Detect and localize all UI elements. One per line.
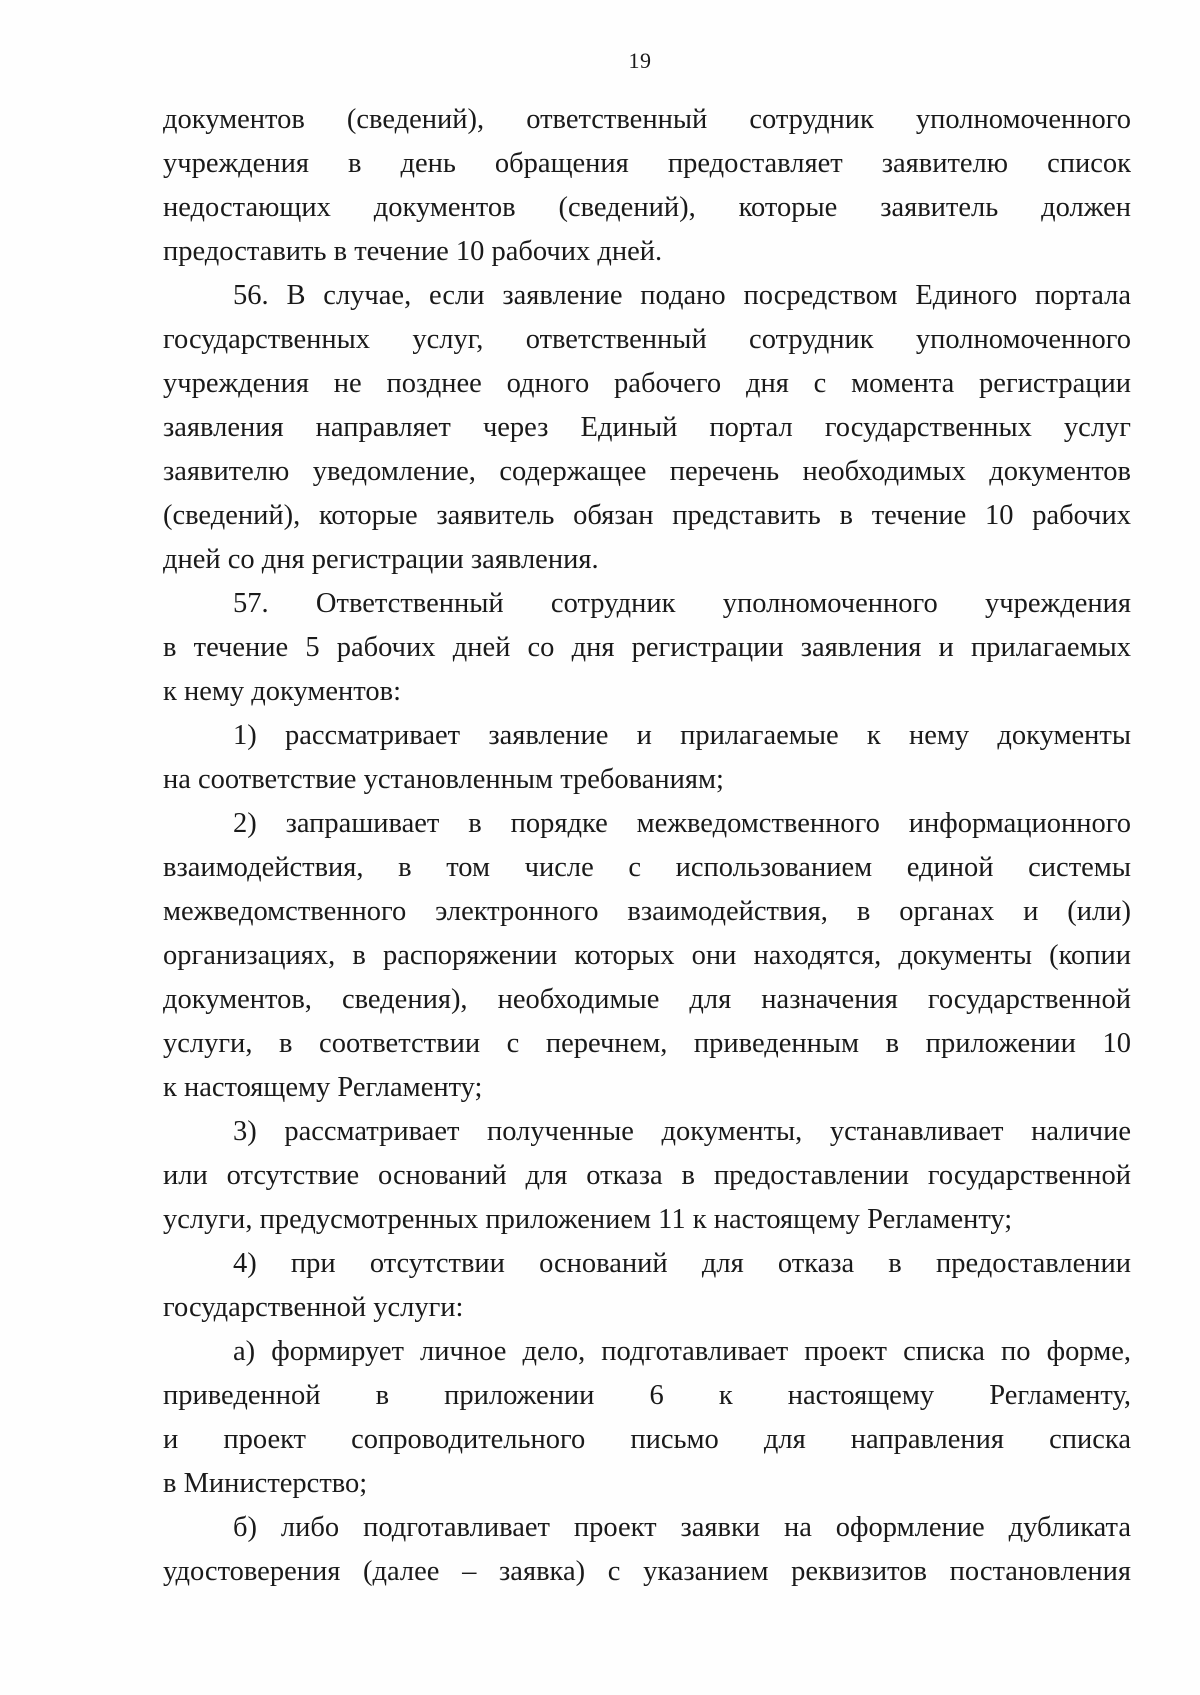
text-line: услуги, предусмотренных приложением 11 к настоящему Регламенту;	[163, 1204, 1013, 1235]
text-line: взаимодействия, в том числе с использованием единой системы	[163, 852, 1131, 883]
text-line: услуги, в соответствии с перечнем, приведенным в приложении 10	[163, 1028, 1131, 1059]
text-line: заявления направляет через Единый портал государственных услуг	[163, 412, 1131, 443]
text-line: к настоящему Регламенту;	[163, 1072, 483, 1103]
text-line: учреждения в день обращения предоставляет заявителю список	[163, 148, 1131, 179]
list-item-2-first-line: 2) запрашивает в порядке межведомственного информационного	[233, 808, 1131, 839]
text-line: организациях, в распоряжении которых они находятся, документы (копии	[163, 940, 1131, 971]
list-item-3-first-line: 3) рассматривает полученные документы, устанавливает наличие	[233, 1116, 1131, 1147]
paragraph-56-first-line: 56. В случае, если заявление подано посредством Единого портала	[233, 280, 1131, 311]
text-line: на соответствие установленным требованиям;	[163, 764, 724, 795]
paragraph-57-first-line: 57. Ответственный сотрудник уполномоченного учреждения	[233, 588, 1131, 619]
list-item-4-first-line: 4) при отсутствии оснований для отказа в предоставлении	[233, 1248, 1131, 1279]
text-line: дней со дня регистрации заявления.	[163, 544, 599, 575]
subitem-a-first-line: а) формирует личное дело, подготавливает проект списка по форме,	[233, 1336, 1131, 1367]
text-line: удостоверения (далее – заявка) с указанием реквизитов постановления	[163, 1556, 1131, 1587]
text-line: или отсутствие оснований для отказа в предоставлении государственной	[163, 1160, 1131, 1191]
text-line: государственной услуги:	[163, 1292, 464, 1323]
text-line: (сведений), которые заявитель обязан представить в течение 10 рабочих	[163, 500, 1131, 531]
text-line: государственных услуг, ответственный сотрудник уполномоченного	[163, 324, 1131, 355]
subitem-b-first-line: б) либо подготавливает проект заявки на оформление дубликата	[233, 1512, 1131, 1543]
text-line: к нему документов:	[163, 676, 401, 707]
document-body	[163, 98, 1131, 1594]
text-line: и проект сопроводительного письмо для направления списка	[163, 1424, 1131, 1455]
text-line: предоставить в течение 10 рабочих дней.	[163, 236, 663, 267]
text-line: документов, сведения), необходимые для назначения государственной	[163, 984, 1131, 1015]
text-line: в течение 5 рабочих дней со дня регистрации заявления и прилагаемых	[163, 632, 1131, 663]
list-item-1-first-line: 1) рассматривает заявление и прилагаемые к нему документы	[233, 720, 1131, 751]
text-line: в Министерство;	[163, 1468, 368, 1499]
text-line: документов (сведений), ответственный сотрудник уполномоченного	[163, 104, 1131, 135]
text-line: заявителю уведомление, содержащее перечень необходимых документов	[163, 456, 1131, 487]
page-number: 19	[628, 48, 652, 73]
text-line: недостающих документов (сведений), которые заявитель должен	[163, 192, 1131, 223]
text-line: учреждения не позднее одного рабочего дня с момента регистрации	[163, 368, 1131, 399]
text-line: межведомственного электронного взаимодействия, в органах и (или)	[163, 896, 1131, 927]
text-line: приведенной в приложении 6 к настоящему Регламенту,	[163, 1380, 1131, 1411]
